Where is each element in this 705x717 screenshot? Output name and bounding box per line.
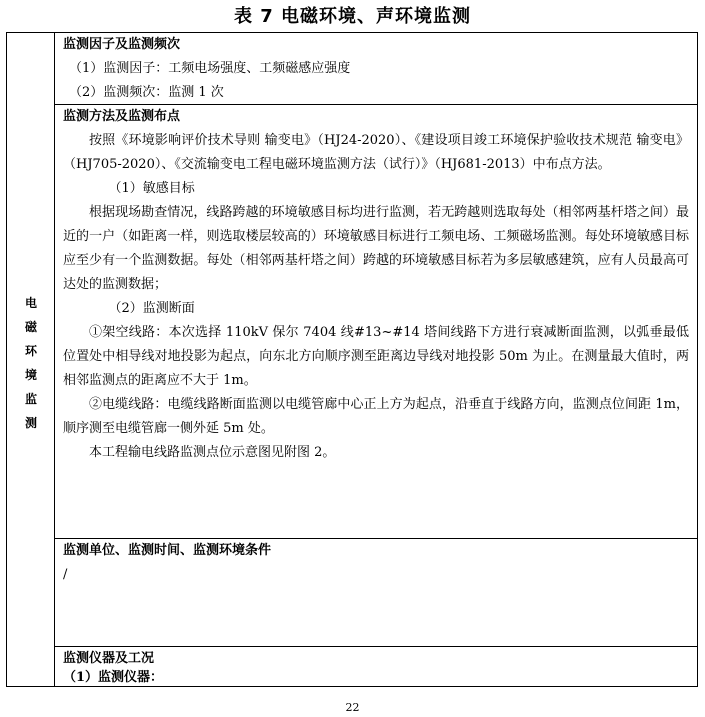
section-heading: 监测方法及监测布点 — [63, 109, 181, 124]
section-heading: 监测因子及监测频次 — [63, 37, 181, 52]
section-content: / — [63, 567, 68, 582]
section-unit-time-conditions — [55, 539, 697, 647]
method-intro: 按照《环境影响评价技术导则 输变电》（HJ24-2020）、《建设项目竣工环境保护验收技术规范 输变电》（HJ705-2020）、《交流输变电工程电磁环境监测方法（试行）》（HJ681-2013）中布点方法。 — [63, 133, 689, 172]
subheading-section: （2）监测断面 — [108, 301, 195, 316]
category-char: 电 — [24, 296, 37, 310]
table-title: 表 7 电磁环境、声环境监测 — [233, 6, 472, 27]
appendix-note: 本工程输电线路监测点位示意图见附图 2。 — [89, 445, 336, 460]
category-label — [7, 291, 55, 435]
monitoring-table — [6, 32, 698, 687]
overhead-line-text: ①架空线路：本次选择 110kV 保尔 7404 线#13~#14 塔间线路下方进行衰减断面监测，以弧垂最低位置处中相导线对地投影为起点，向东北方向顺序测至距离边导线对地投影 50m 为止。在测量最大值时，两相邻监测点的距离应不大于 1m。 — [63, 325, 689, 388]
left-category-column — [7, 33, 55, 686]
section-instruments — [55, 647, 697, 688]
method-paragraphs — [63, 129, 689, 465]
category-char: 环 — [24, 344, 37, 358]
frequency-item: （2）监测频次：监测 1 次 — [69, 85, 224, 100]
cable-line-text: ②电缆线路：电缆线路断面监测以电缆管廊中心正上方为起点，沿垂直于线路方向，监测点位间距 1m，顺序测至电缆管廊一侧外延 5m 处。 — [63, 397, 689, 436]
category-char: 磁 — [24, 320, 37, 334]
category-char: 测 — [24, 416, 37, 430]
section-method-layout — [55, 105, 697, 539]
subheading-sensitive-target: （1）敏感目标 — [108, 181, 195, 196]
category-char: 监 — [24, 392, 37, 406]
sensitive-target-text: 根据现场勘查情况，线路跨越的环境敏感目标均进行监测，若无跨越则选取每处（相邻两基杆塔之间）最近的一户（如距离一样，则选取楼层较高的）环境敏感目标进行工频电场、工频磁场监测。每处环境敏感目标应至少有一个监测数据。每处（相邻两基杆塔之间）跨越的环境敏感目标若为多层敏感建筑，应有人员最高可达处的监测数据； — [63, 205, 689, 292]
section-heading: 监测单位、监测时间、监测环境条件 — [63, 543, 272, 558]
category-char: 境 — [24, 368, 37, 382]
factor-item: （1）监测因子：工频电场强度、工频磁感应强度 — [69, 61, 351, 76]
section-heading: 监测仪器及工况 — [63, 651, 155, 666]
section-factors-frequency — [55, 33, 697, 105]
page-number: 22 — [345, 701, 360, 714]
instrument-item: （1）监测仪器： — [63, 670, 164, 685]
